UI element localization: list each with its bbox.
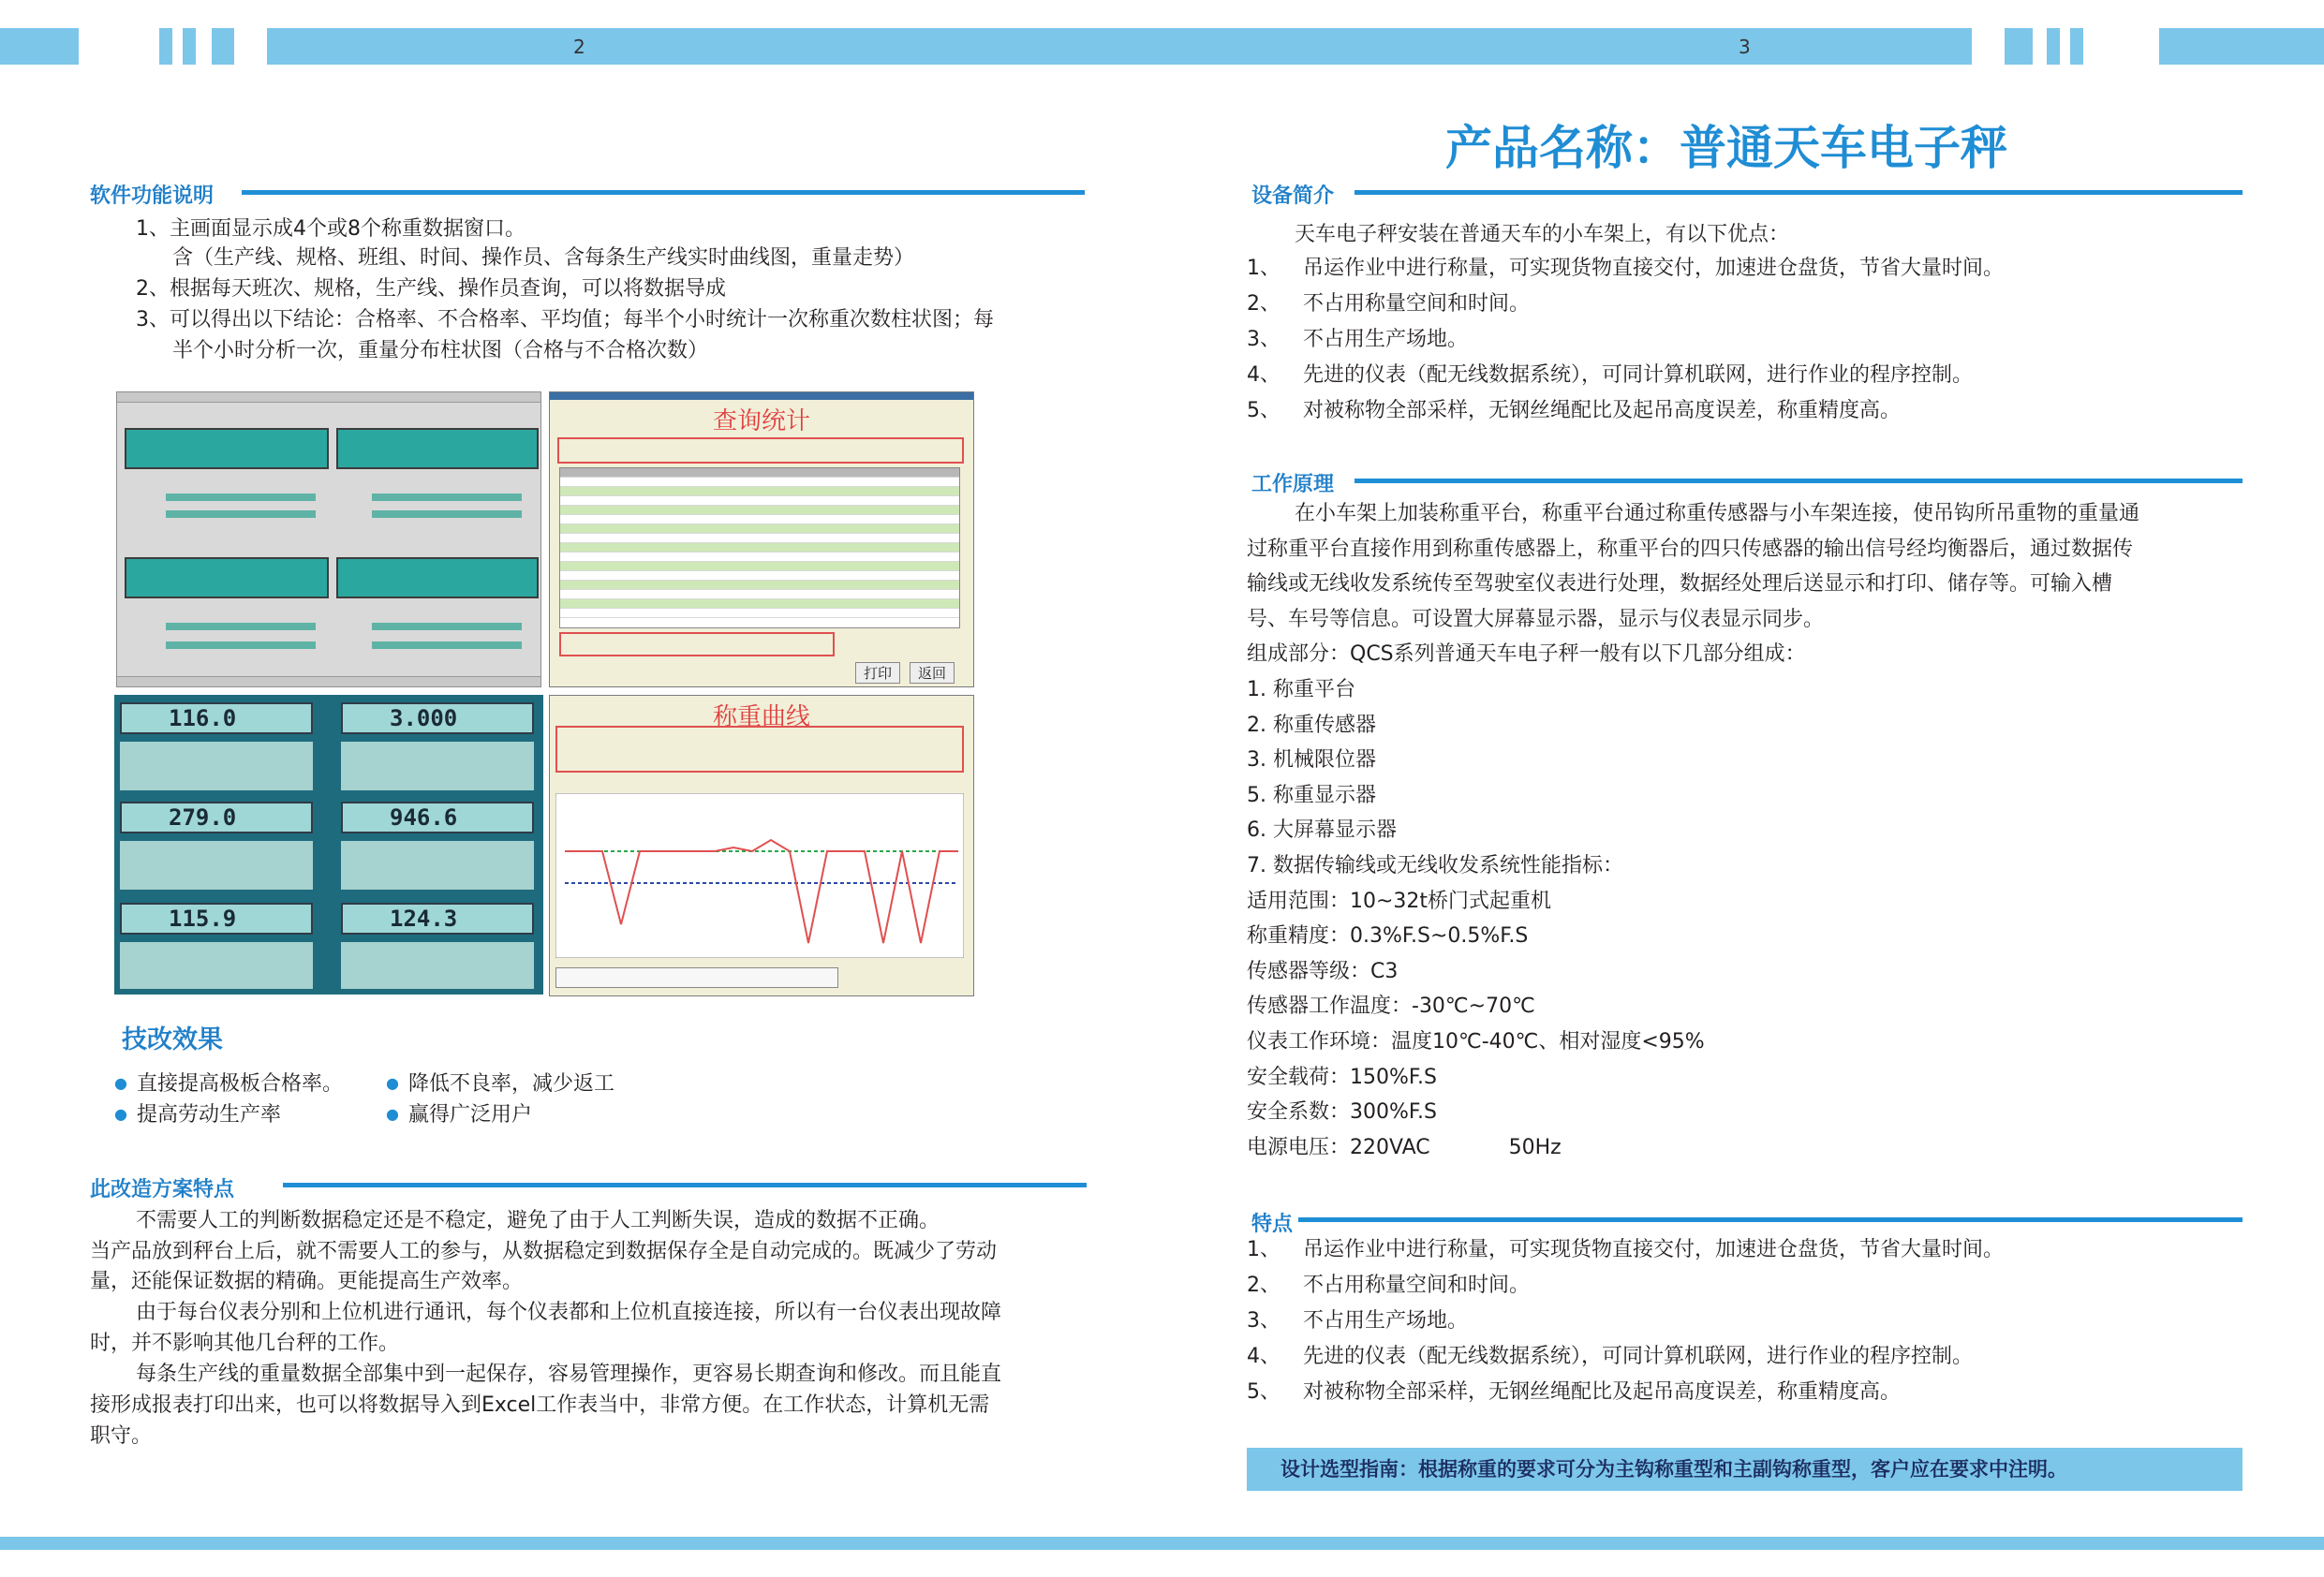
scheme-line-5: 时，并不影响其他几台秤的工作。	[90, 1332, 400, 1355]
header-band-right-a	[2005, 28, 2033, 65]
product-title: 产品名称：普通天车电子秤	[1445, 121, 2007, 175]
intro-list	[1247, 251, 2004, 429]
principle-line-5: 组成部分：QCS系列普通天车电子秤一般有以下几部分组成：	[1247, 642, 1806, 667]
effect-item-1: ● 直接提高极板合格率。	[114, 1069, 343, 1100]
software-section-title: 软件功能说明	[90, 184, 215, 208]
features-section-title: 特点	[1251, 1213, 1294, 1236]
reading-4: 946.6	[341, 802, 534, 833]
principle-line-18: 安全系数：300%F.S	[1247, 1100, 1437, 1125]
weighing-curve-plot	[555, 793, 964, 958]
principle-line-13: 称重精度：0.3%F.S~0.5%F.S	[1247, 924, 1529, 949]
design-guide-banner	[1247, 1448, 2243, 1491]
live-readings-screenshot	[114, 695, 543, 995]
intro-lead: 天车电子秤安装在普通天车的小车架上，有以下优点：	[1295, 223, 1790, 246]
scheme-line-4: 由于每台仪表分别和上位机进行通讯，每个仪表都和上位机直接连接，所以有一台仪表出现故障	[136, 1301, 1002, 1324]
intro-item-4: 4、 先进的仪表（配无线数据系统），可同计算机联网，进行作业的程序控制。	[1247, 363, 1974, 387]
feature-item-5: 5、 对被称物全部采样，无钢丝绳配比及起吊高度误差，称重精度高。	[1247, 1380, 1902, 1404]
intro-section-title: 设备简介	[1251, 184, 1335, 208]
header-band-right-d	[2159, 28, 2324, 65]
effect-item-3: ● 提高劳动生产率	[114, 1099, 281, 1131]
principle-line-16: 仪表工作环境：温度10℃-40℃、相对湿度<95%	[1247, 1029, 1705, 1054]
footer-band	[0, 1537, 2324, 1550]
scheme-line-3: 量，还能保证数据的精确。更能提高生产效率。	[90, 1270, 524, 1293]
effects-title: 技改效果	[122, 1025, 223, 1054]
principle-line-12: 适用范围：10~32t桥门式起重机	[1247, 889, 1552, 913]
scheme-line-1: 不需要人工的判断数据稳定还是不稳定，避免了由于人工判断失误，造成的数据不正确。	[136, 1209, 940, 1232]
reading-2: 3.000	[341, 702, 534, 734]
features-list	[1247, 1232, 2004, 1410]
header-band-right-c	[2070, 28, 2083, 65]
scheme-line-2: 当产品放到秤台上后，就不需要人工的参与，从数据稳定到数据保存全是自动完成的。既减少了劳动	[90, 1240, 998, 1263]
principle-line-1: 在小车架上加装称重平台，称重平台通过称重传感器与小车架连接，使吊钩所吊重物的重量通	[1295, 502, 2140, 525]
principle-section-rule	[1354, 479, 2243, 483]
principle-line-2: 过称重平台直接作用到称重传感器上，称重平台的四只传感器的输出信号经均衡器后，通过数据传	[1247, 537, 2134, 561]
scheme-section-title: 此改造方案特点	[90, 1178, 235, 1201]
principle-line-8: 3. 机械限位器	[1247, 748, 1376, 773]
software-line-5: 半个小时分析一次，重量分布柱状图（合格与不合格次数）	[172, 339, 709, 362]
back-button[interactable]: 返回	[910, 662, 955, 684]
effect-item-4: ● 赢得广泛用户	[386, 1099, 532, 1131]
scheme-section-rule	[283, 1183, 1087, 1187]
header-band-left-c	[183, 28, 196, 65]
intro-item-1: 1、 吊运作业中进行称量，可实现货物直接交付，加速进仓盘货，节省大量时间。	[1247, 257, 2005, 280]
principle-line-17: 安全载荷：150%F.S	[1247, 1065, 1437, 1089]
principle-line-14: 传感器等级：C3	[1247, 959, 1399, 983]
principle-line-19: 电源电压：220VAC 50Hz	[1247, 1135, 1562, 1159]
reading-3: 279.0	[120, 802, 313, 833]
scheme-line-6: 每条生产线的重量数据全部集中到一起保存，容易管理操作，更容易长期查询和修改。而且能直	[136, 1363, 1002, 1386]
principle-line-10: 6. 大屏幕显示器	[1247, 818, 1397, 843]
principle-line-6: 1. 称重平台	[1247, 677, 1355, 701]
principle-line-7: 2. 称重传感器	[1247, 713, 1376, 737]
reading-1: 116.0	[120, 702, 313, 734]
effect-item-2: ● 降低不良率，减少返工	[386, 1069, 614, 1100]
principle-line-15: 传感器工作温度：-30℃~70℃	[1247, 995, 1535, 1019]
feature-item-2: 2、 不占用称量空间和时间。	[1247, 1274, 1531, 1297]
header-band-right-b	[2047, 28, 2060, 65]
intro-item-2: 2、 不占用称量空间和时间。	[1247, 292, 1531, 316]
software-line-1: 1、主画面显示成4个或8个称重数据窗口。	[136, 217, 525, 241]
principle-line-9: 5. 称重显示器	[1247, 783, 1376, 807]
feature-item-1: 1、 吊运作业中进行称量，可实现货物直接交付，加速进仓盘货，节省大量时间。	[1247, 1238, 2005, 1261]
reading-5: 115.9	[120, 903, 313, 935]
software-line-2: 含（生产线、规格、班组、时间、操作员、含每条生产线实时曲线图，重量走势）	[172, 246, 915, 270]
principle-section-title: 工作原理	[1251, 473, 1335, 496]
software-line-3: 2、根据每天班次、规格，生产线、操作员查询，可以将数据导成	[136, 277, 726, 301]
reading-6: 124.3	[341, 903, 534, 935]
header-band-main	[267, 28, 1972, 65]
feature-item-3: 3、 不占用生产场地。	[1247, 1309, 1469, 1333]
design-guide-text: 设计选型指南：根据称重的要求可分为主钩称重型和主副钩称重型，客户应在要求中注明。	[1280, 1458, 2067, 1481]
scheme-line-8: 职守。	[90, 1424, 153, 1448]
query-screen-screenshot	[549, 391, 974, 687]
header-band-left-b	[159, 28, 172, 65]
principle-line-4: 号、车号等信息。可设置大屏幕显示器，显示与仪表显示同步。	[1247, 607, 1825, 631]
intro-item-3: 3、 不占用生产场地。	[1247, 328, 1469, 351]
principle-line-3: 输线或无线收发系统传至驾驶室仪表进行处理，数据经处理后送显示和打印、储存等。可输入槽	[1247, 572, 2113, 597]
scheme-line-7: 接形成报表打印出来，也可以将数据导入到Excel工作表当中，非常方便。在工作状态，计算机无需	[90, 1393, 990, 1417]
header-band-left-d	[212, 28, 234, 65]
intro-section-rule	[1354, 190, 2243, 195]
print-button[interactable]: 打印	[855, 662, 900, 684]
curve-screen-title: 称重曲线	[712, 703, 810, 731]
header-band-left-a	[0, 28, 79, 65]
principle-line-11: 7. 数据传输线或无线收发系统性能指标：	[1247, 853, 1623, 877]
features-section-rule	[1298, 1217, 2243, 1222]
principle-body	[1247, 496, 2139, 1165]
software-section-rule	[242, 190, 1085, 195]
page-number-right: 3	[1739, 36, 1751, 58]
query-screen-title: 查询统计	[712, 407, 810, 435]
feature-item-4: 4、 先进的仪表（配无线数据系统），可同计算机联网，进行作业的程序控制。	[1247, 1345, 1974, 1368]
software-line-4: 3、可以得出以下结论：合格率、不合格率、平均值；每半个小时统计一次称重次数柱状图；每	[136, 308, 995, 332]
weighing-curve-screenshot	[549, 695, 974, 996]
page-number-left: 2	[573, 36, 585, 58]
intro-item-5: 5、 对被称物全部采样，无钢丝绳配比及起吊高度误差，称重精度高。	[1247, 399, 1902, 422]
main-screen-screenshot	[116, 391, 541, 687]
